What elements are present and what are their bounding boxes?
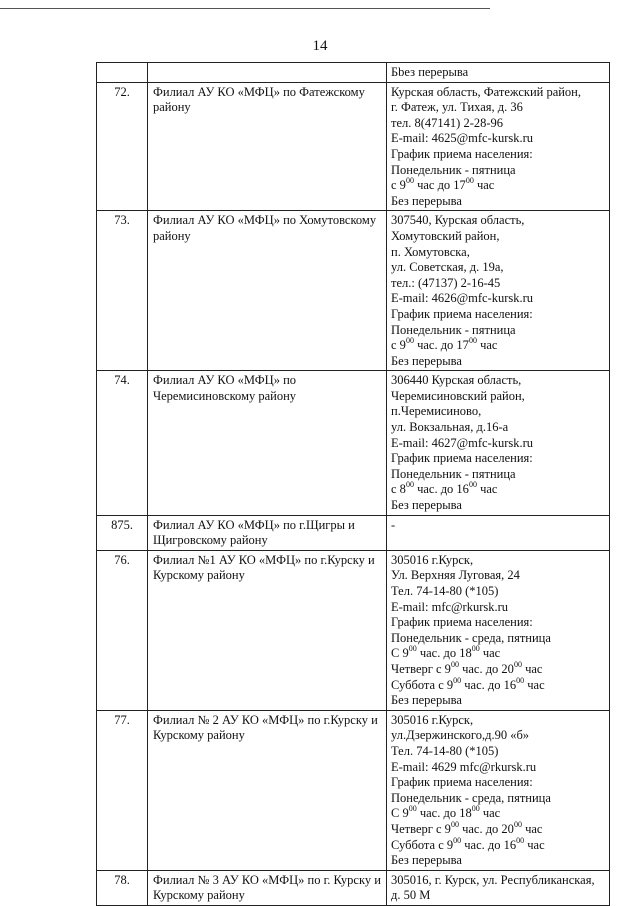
branch-name-cell: Филиал АУ КО «МФЦ» по Фатежскому району [148,82,387,211]
info-line: 305016 г.Курск, [391,552,474,567]
info-line [391,178,605,194]
info-line-part: Четверг с 9 [391,661,451,676]
info-line-part: С 9 [391,646,409,661]
table-row [97,710,610,870]
info-line: Тел. 74-14-80 (*105) [391,743,499,758]
info-line: ул. Советская, д. 19а, [391,260,504,275]
info-line-part: час [479,806,501,821]
time-minutes-superscript: 00 [405,176,414,186]
info-line: Понедельник - среда, пятница [391,790,551,805]
branch-name-cell: Филиал № 2 АУ КО «МФЦ» по г.Курску и Курскому району [148,710,387,870]
info-line: E-mail: 4625@mfc-kursk.ru [391,131,534,146]
info-line-part: час [521,821,543,836]
info-line: ул.Дзержинского,д.90 «б» [391,728,530,743]
info-line: г. Фатеж, ул. Тихая, д. 36 [391,100,523,115]
info-line-part: час. до 18 [416,646,472,661]
info-line: ул. Вокзальная, д.16-а [391,420,509,435]
info-line: 306440 Курская область, [391,373,522,388]
time-minutes-superscript: 00 [453,675,462,685]
info-line: E-mail: mfc@rkursk.ru [391,599,509,614]
info-line-part: с 9 [391,178,406,193]
info-line: E-mail: 4627@mfc-kursk.ru [391,435,534,450]
info-line [391,835,605,854]
branch-name-cell: Филиал АУ КО «МФЦ» по г.Щигры и Щигровскому району [148,515,387,550]
info-line: 307540, Курская область, [391,213,525,228]
time-minutes-superscript: 00 [408,804,417,814]
info-line: п.Черемисиново, [391,404,482,419]
table-row [97,82,610,211]
table-row-continuation [97,63,610,83]
contact-info-cell [387,371,610,515]
info-line-part: час [479,646,501,661]
time-minutes-superscript: 00 [405,336,414,346]
info-line: Черемисиновский район, [391,388,525,403]
branch-name-cell: Филиал АУ КО «МФЦ» по Черемисиновскому району [148,371,387,515]
info-line: Без перерыва [391,353,462,368]
info-line: График приема населения: [391,306,533,321]
time-minutes-superscript: 00 [516,675,525,685]
info-line-part: час. до 20 [458,821,514,836]
row-number-cell: 73. [97,211,148,371]
time-minutes-superscript: 00 [408,644,417,654]
info-line: 305016 г.Курск, [391,712,474,727]
info-line: График приема населения: [391,775,533,790]
time-minutes-superscript: 00 [465,176,474,186]
info-line: Без перерыва [391,193,462,208]
time-minutes-superscript: 00 [513,819,522,829]
info-line-part: час. до 17 [413,338,469,353]
row-number-cell: 78. [97,870,148,905]
contact-info-cell [387,870,610,905]
branch-name-cell: Филиал №1 АУ КО «МФЦ» по г.Курску и Курскому району [148,550,387,710]
info-line: Понедельник - среда, пятница [391,630,551,645]
info-line: Понедельник - пятница [391,322,516,337]
info-line-part: час [473,178,495,193]
info-line [391,482,605,498]
time-minutes-superscript: 00 [453,835,462,845]
info-line-part: С 9 [391,806,409,821]
contact-info-cell [387,710,610,870]
info-line: Ул. Верхняя Луговая, 24 [391,568,520,583]
contact-info-cell [387,211,610,371]
header-rule [0,8,490,9]
time-minutes-superscript: 00 [468,336,477,346]
row-number-cell: 74. [97,371,148,515]
table-row [97,211,610,371]
contact-info-cell [387,82,610,211]
info-line-part: час [521,661,543,676]
time-minutes-superscript: 00 [450,659,459,669]
info-line-part: час [524,677,545,692]
contact-info-cell [387,63,610,83]
info-line-part: час. до 18 [416,806,472,821]
time-minutes-superscript: 00 [471,804,480,814]
info-line [391,819,605,838]
info-line: д. 50 М [391,888,431,903]
info-line-part: час [524,837,545,852]
time-minutes-superscript: 00 [471,644,480,654]
info-line: - [391,517,396,532]
row-number-cell: 875. [97,515,148,550]
info-line: 305016, г. Курск, ул. Республиканская, [391,872,595,887]
time-minutes-superscript: 00 [516,835,525,845]
row-number-cell [97,63,148,83]
info-line: тел. 8(47141) 2-28-96 [391,115,504,130]
info-line: График приема населения: [391,451,533,466]
info-line: Без перерыва [391,693,462,708]
info-line-part: час. до 20 [458,661,514,676]
info-line-part: час [476,338,498,353]
table-row [97,515,610,550]
info-line-part: Суббота с 9 [391,837,454,852]
info-line [391,675,605,694]
contact-info-cell [387,550,610,710]
info-line-part: с 8 [391,482,406,497]
time-minutes-superscript: 00 [468,480,477,490]
info-line-part: час [476,482,498,497]
table-row [97,870,610,905]
info-line: Бbез перерыва [391,65,469,79]
row-number-cell: 77. [97,710,148,870]
time-minutes-superscript: 00 [450,819,459,829]
info-line: E-mail: 4626@mfc-kursk.ru [391,291,534,306]
info-line: График приема населения: [391,615,533,630]
info-line-part: час до 17 [413,178,466,193]
branch-name-cell [148,63,387,83]
branch-name-cell: Филиал № 3 АУ КО «МФЦ» по г. Курску и Курскому району [148,870,387,905]
info-line: Понедельник - пятница [391,466,516,481]
info-line: График приема населения: [391,146,533,161]
info-line [391,659,605,678]
info-line [391,806,605,822]
info-line: Курская область, Фатежский район, [391,84,581,99]
info-line-part: час. до 16 [413,482,469,497]
info-line: п. Хомутовска, [391,244,470,259]
row-number-cell: 72. [97,82,148,211]
time-minutes-superscript: 00 [405,480,414,490]
branch-name-cell: Филиал АУ КО «МФЦ» по Хомутовскому району [148,211,387,371]
info-line-part: час. до 16 [461,837,517,852]
info-line: Без перерыва [391,853,462,868]
info-line: Без перерыва [391,498,462,513]
info-line-part: Четверг с 9 [391,821,451,836]
info-line: Хомутовский район, [391,228,500,243]
row-number-cell: 76. [97,550,148,710]
info-line [391,646,605,662]
time-minutes-superscript: 00 [513,659,522,669]
info-line: тел.: (47137) 2-16-45 [391,275,501,290]
page-number: 14 [312,38,328,54]
info-line: E-mail: 4629 mfc@rkursk.ru [391,759,537,774]
table-row [97,550,610,710]
branch-table [96,62,610,906]
info-line [391,338,605,354]
info-line-part: с 9 [391,338,406,353]
contact-info-cell [387,515,610,550]
table-row [97,371,610,515]
info-line: Понедельник - пятница [391,162,516,177]
info-line: Тел. 74-14-80 (*105) [391,584,499,598]
info-line-part: Суббота с 9 [391,677,454,692]
info-line-part: час. до 16 [461,677,517,692]
